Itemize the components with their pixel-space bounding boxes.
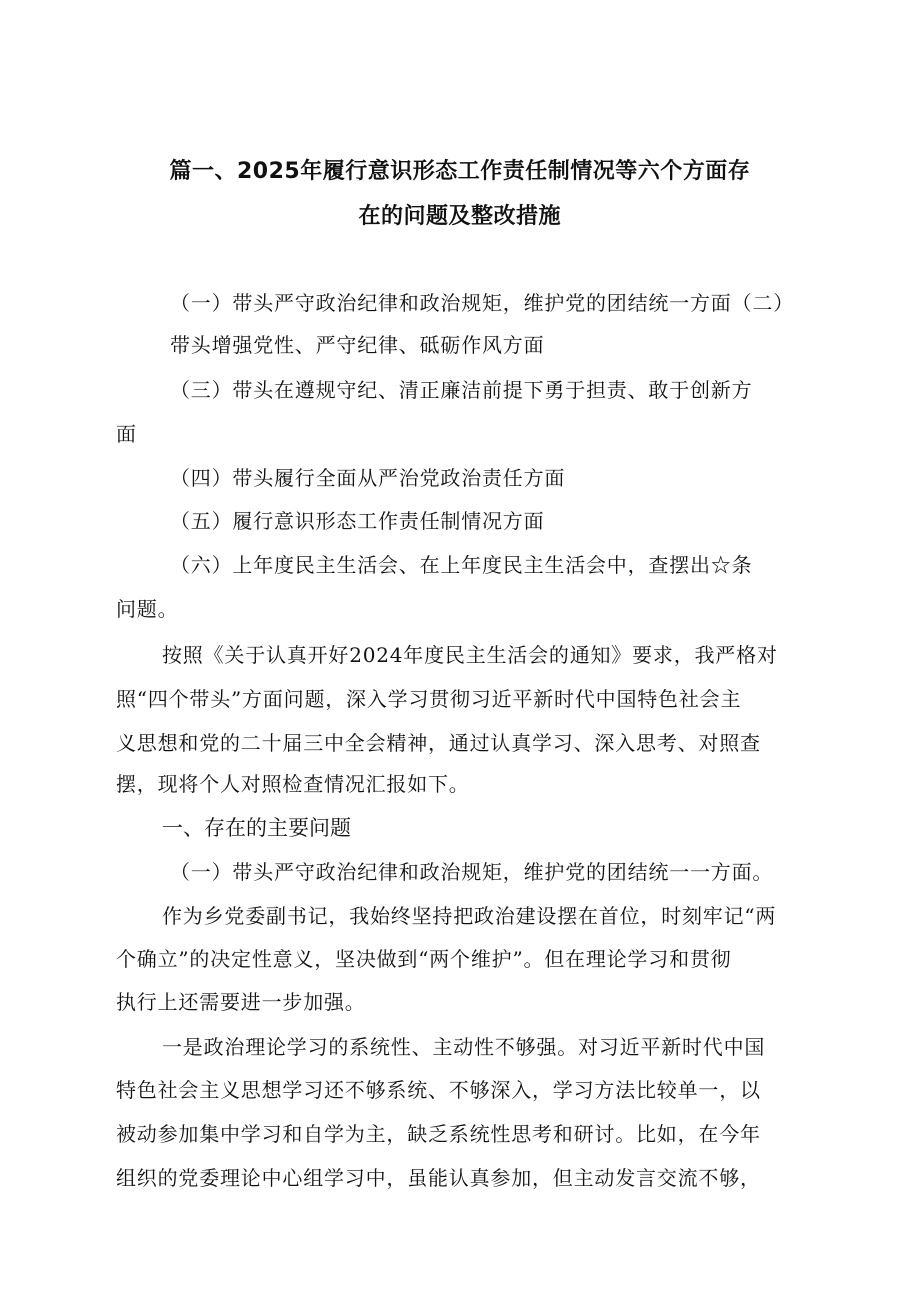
- toc-line: 问题。: [116, 597, 179, 621]
- paragraph-line: 照“四个带头”方面问题，深入学习贯彻习近平新时代中国特色社会主: [116, 687, 742, 711]
- paragraph-line: 个确立”的决定性意义，坚决做到“两个维护”。但在理论学习和贯彻: [116, 947, 732, 971]
- toc-line: （一）带头严守政治纪律和政治规矩，维护党的团结统一方面（二）: [170, 291, 794, 315]
- toc-line: 面: [116, 422, 137, 446]
- paragraph-line: 作为乡党委副书记，我始终坚持把政治建设摆在首位，时刻牢记“两: [162, 904, 777, 928]
- paragraph-line: 特色社会主义思想学习还不够系统、不够深入，学习方法比较单一，以: [116, 1078, 761, 1102]
- paragraph-line: 组织的党委理论中心组学习中，虽能认真参加，但主动发言交流不够，: [116, 1166, 761, 1190]
- paragraph-line: 按照《关于认真开好2024年度民主生活会的通知》要求，我严格对: [162, 643, 778, 667]
- paragraph-line: 被动参加集中学习和自学为主，缺乏系统性思考和研讨。比如，在今年: [116, 1122, 761, 1146]
- title-line-1: 篇一、2025年履行意识形态工作责任制情况等六个方面存: [169, 159, 751, 184]
- title-line-2: 在的问题及整改措施: [358, 204, 562, 229]
- section-heading: 一、存在的主要问题: [162, 816, 351, 840]
- toc-line: （五）履行意识形态工作责任制情况方面: [170, 509, 545, 533]
- paragraph-line: 执行上还需要进一步加强。: [116, 990, 366, 1014]
- toc-line: 带头增强党性、严守纪律、砥砺作风方面: [170, 333, 545, 357]
- subsection-heading: （一）带头严守政治纪律和政治规矩，维护党的团结统一一方面。: [170, 860, 774, 884]
- paragraph-line: 义思想和党的二十届三中全会精神，通过认真学习、深入思考、对照查: [116, 731, 761, 755]
- toc-line: （三）带头在遵规守纪、清正廉洁前提下勇于担责、敢于创新方: [170, 378, 753, 402]
- paragraph-line: 一是政治理论学习的系统性、主动性不够强。对习近平新时代中国: [162, 1035, 766, 1059]
- toc-line: （四）带头履行全面从严治党政治责任方面: [170, 466, 566, 490]
- toc-line: （六）上年度民主生活会、在上年度民主生活会中，查摆出☆条: [170, 553, 753, 577]
- paragraph-line: 摆，现将个人对照检查情况汇报如下。: [116, 772, 470, 796]
